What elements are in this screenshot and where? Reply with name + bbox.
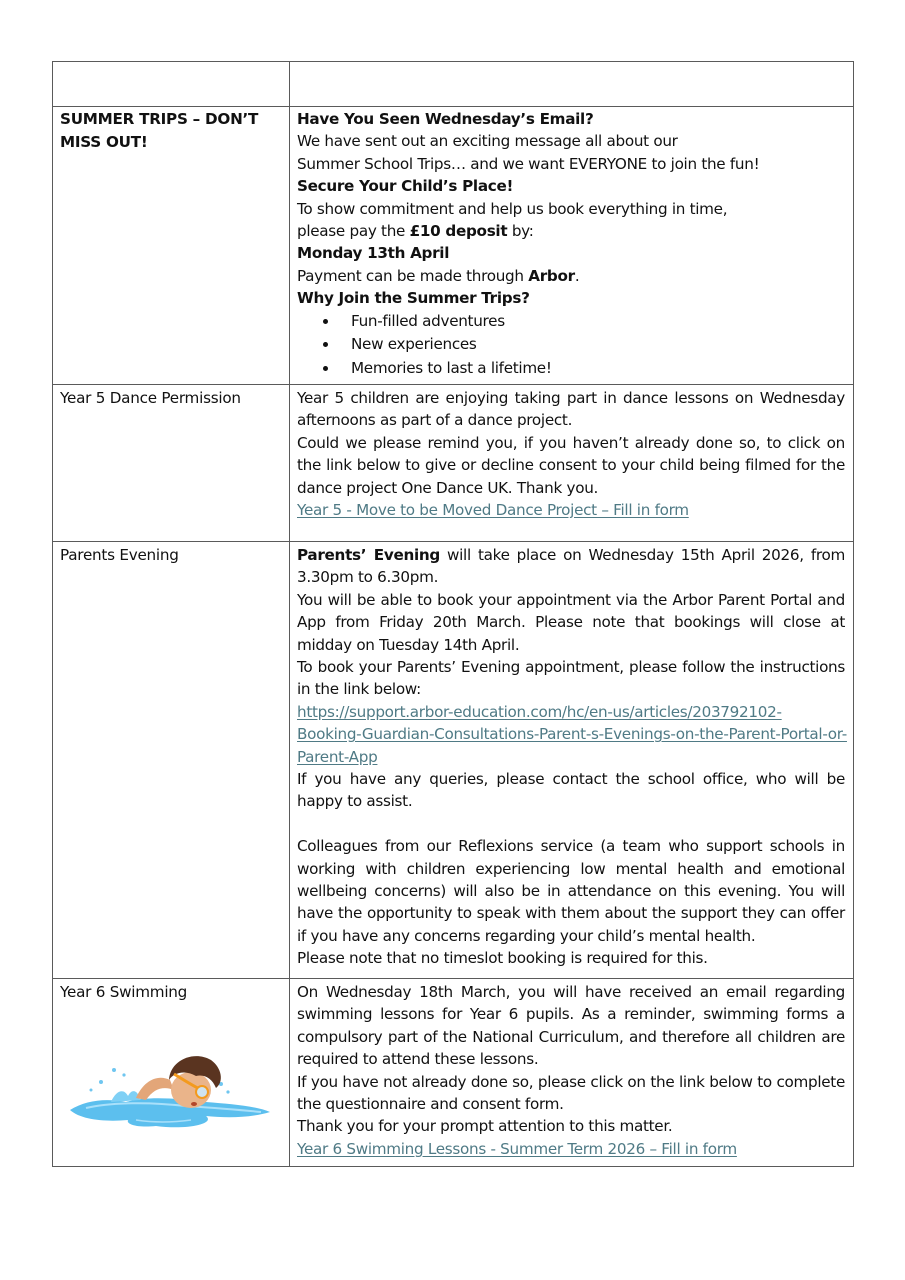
- dance-paragraph-2: Could we please remind you, if you haven’t already done so, to click on the link below to give or decline consent to your child being filmed for the dance project One Dance UK. Thank you.: [297, 433, 845, 497]
- parents-evening-label: Parents Evening: [60, 546, 179, 564]
- commitment-line-1: To show commitment and help us book everything in time,: [297, 199, 728, 218]
- arbor-guide-link-line2[interactable]: Booking-Guardian-Consultations-Parent-s-Evenings-on-the-Parent-Portal-or-: [297, 725, 847, 744]
- parents-evening-label-cell: [53, 542, 290, 979]
- swimmer-illustration-icon: [66, 1040, 272, 1132]
- year5-dance-content-cell: [290, 385, 854, 542]
- bullet-icon: [323, 366, 328, 371]
- swimming-form-link[interactable]: Year 6 Swimming Lessons - Summer Term 2026 – Fill in form: [297, 1139, 737, 1158]
- empty-label-cell: [53, 62, 290, 107]
- table-row-empty: [53, 62, 854, 107]
- summer-trips-content-cell: [290, 107, 854, 385]
- deposit-text-pre: please pay the: [297, 222, 410, 241]
- payment-line: [297, 265, 845, 287]
- list-item: [323, 310, 845, 334]
- year6-swimming-label: Year 6 Swimming: [60, 983, 188, 1001]
- dance-form-link[interactable]: Year 5 - Move to be Moved Dance Project – Fill in form: [297, 501, 689, 520]
- payment-provider: Arbor: [528, 266, 575, 285]
- parents-evening-paragraph-1: [297, 544, 845, 589]
- secure-place-heading: Secure Your Child’s Place!: [297, 177, 514, 196]
- swimming-paragraph-3: Thank you for your prompt attention to this matter.: [297, 1117, 673, 1136]
- reasons-list: [297, 310, 845, 381]
- deposit-deadline: Monday 13th April: [297, 244, 450, 263]
- empty-content-cell: [290, 62, 854, 107]
- bullet-icon: [323, 319, 328, 324]
- intro-line-2: Summer School Trips… and we want EVERYONE to join the fun!: [297, 154, 760, 173]
- dance-paragraph-1: Year 5 children are enjoying taking part in dance lessons on Wednesday afternoons as part of a dance project.: [297, 389, 845, 430]
- summer-trips-title-line1: SUMMER TRIPS – DON’T: [60, 110, 259, 128]
- swimming-paragraph-2: If you have not already done so, please click on the link below to complete the questionnaire and consent form.: [297, 1072, 845, 1114]
- parents-evening-paragraph-3: To book your Parents’ Evening appointment, please follow the instructions in the link below:: [297, 658, 845, 699]
- summer-trips-label-cell: [53, 107, 290, 385]
- table-row-summer-trips: [53, 107, 854, 385]
- bullet-icon: [323, 342, 328, 347]
- parents-evening-paragraph-2: You will be able to book your appointment via the Arbor Parent Portal and App from Friday 20th March. Please note that bookings will close at midday on Tuesday 14th April.: [297, 590, 845, 654]
- deposit-amount: £10 deposit: [409, 222, 508, 241]
- email-heading: Have You Seen Wednesday’s Email?: [297, 110, 594, 128]
- parents-evening-content-cell: [290, 542, 854, 979]
- table-row-year5-dance: [53, 385, 854, 542]
- table-row-parents-evening: [53, 542, 854, 979]
- deposit-text-post: by:: [507, 222, 534, 241]
- list-item-text: New experiences: [351, 335, 477, 354]
- paragraph-spacer: [297, 813, 845, 835]
- list-item: [323, 333, 845, 357]
- list-item: [323, 357, 845, 381]
- year5-dance-label: Year 5 Dance Permission: [60, 389, 241, 407]
- parents-evening-bold-title: Parents’ Evening: [297, 546, 440, 564]
- swimming-paragraph-1: On Wednesday 18th March, you will have received an email regarding swimming lessons for Year 6 pupils. As a reminder, swimming forms a compulsory part of the National Curriculum, and therefore all children are required to attend these lessons.: [297, 983, 845, 1069]
- arbor-guide-link-line1[interactable]: https://support.arbor-education.com/hc/en-us/articles/203792102-: [297, 702, 782, 721]
- list-item-text: Fun-filled adventures: [351, 311, 505, 330]
- payment-text-pre: Payment can be made through: [297, 266, 529, 285]
- year5-dance-label-cell: [53, 385, 290, 542]
- why-join-heading: Why Join the Summer Trips?: [297, 289, 530, 308]
- summer-trips-title-line2: MISS OUT!: [60, 132, 148, 151]
- newsletter-table: [52, 61, 854, 1167]
- commitment-line-2: [297, 220, 845, 242]
- intro-line-1: We have sent out an exciting message all about our: [297, 132, 678, 151]
- arbor-guide-link-line3[interactable]: Parent-App: [297, 747, 378, 766]
- payment-text-post: .: [574, 266, 580, 285]
- list-item-text: Memories to last a lifetime!: [351, 358, 552, 377]
- parents-evening-date-text: will take place on Wednesday 15th April 2026, from 3.30pm to 6.30pm.: [297, 546, 845, 587]
- reflexions-paragraph: Colleagues from our Reflexions service (a team who support schools in working with children experiencing low mental health and emotional wellbeing concerns) will also be in attendance on this evening. You will have the opportunity to speak with them about the support they can offer if you have any concerns regarding your child’s mental health.: [297, 837, 845, 945]
- parents-evening-paragraph-4: If you have any queries, please contact the school office, who will be happy to assist.: [297, 770, 845, 811]
- year6-swimming-content-cell: [290, 979, 854, 1167]
- no-booking-note: Please note that no timeslot booking is required for this.: [297, 949, 708, 968]
